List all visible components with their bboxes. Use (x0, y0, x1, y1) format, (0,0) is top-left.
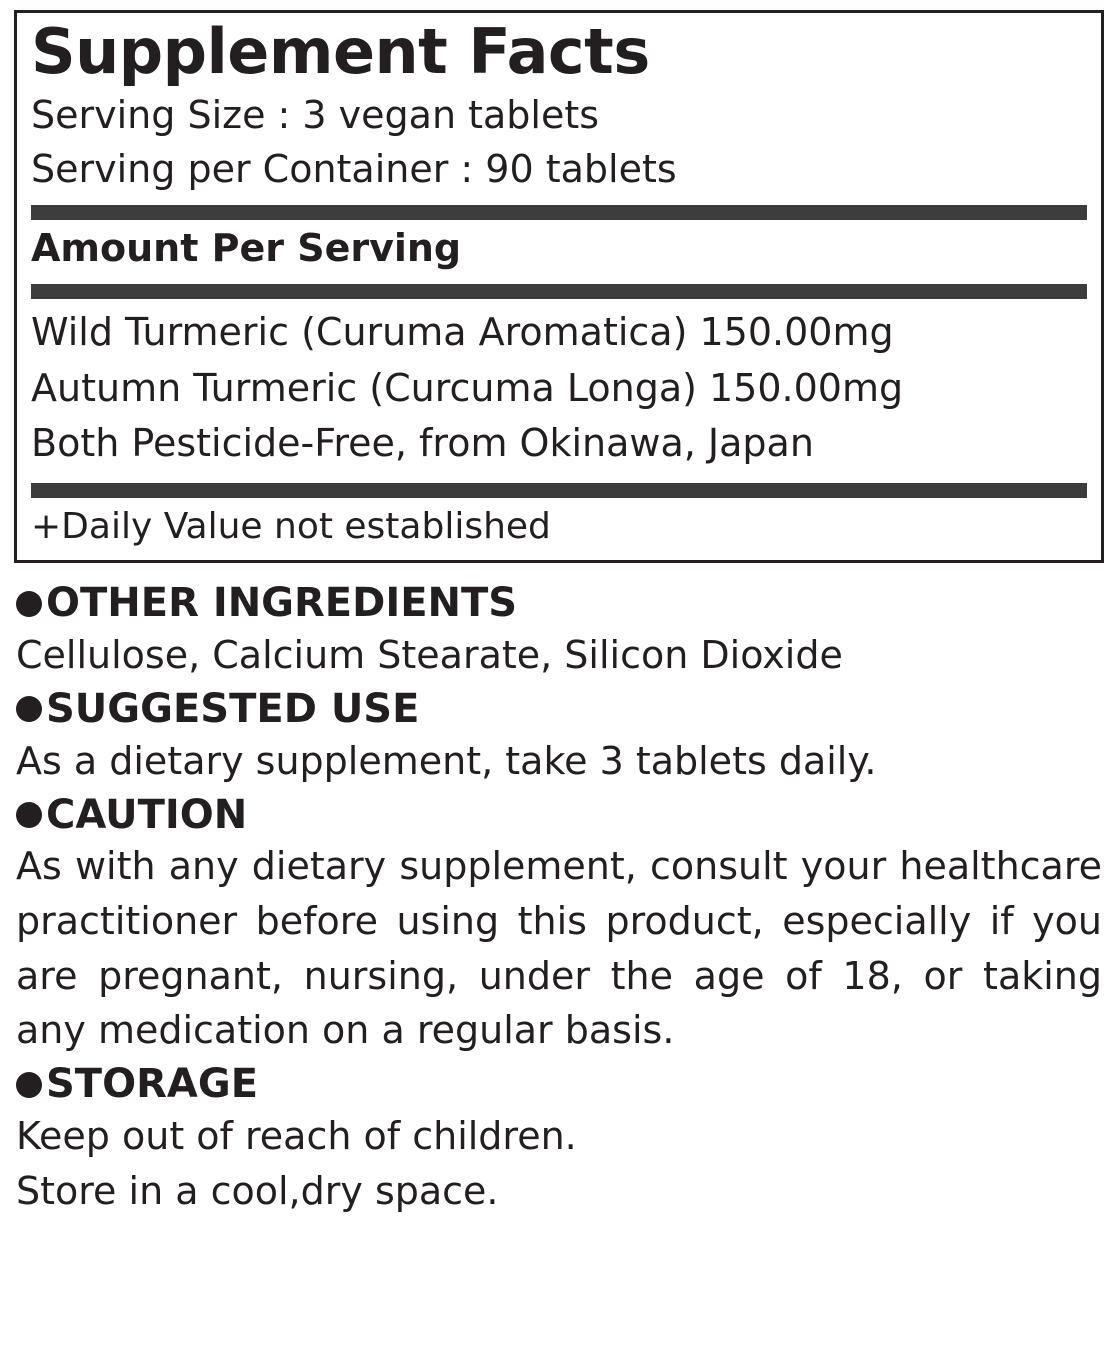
section-heading-label: STORAGE (46, 1061, 259, 1108)
ingredient-row: Wild Turmeric (Curuma Aromatica) 150.00mg (31, 310, 894, 355)
section-body-suggested-use: As a dietary supplement, take 3 tablets daily. (16, 738, 877, 783)
section-body-caution: As with any dietary supplement, consult your healthcare practitioner before using this product, especially if you are pregnant, nursing, under the age of 18, or taking any medication on a regular basis. (16, 844, 1102, 1053)
section-heading-suggested-use (16, 685, 1102, 734)
label-sections (14, 569, 1104, 1218)
daily-value-note: +Daily Value not established (31, 505, 551, 547)
section-heading-label: CAUTION (46, 791, 248, 838)
ingredient-row: Autumn Turmeric (Curcuma Longa) 150.00mg (31, 365, 904, 410)
serving-per-container-line: Serving per Container : 90 tablets (31, 146, 677, 191)
divider-thick-middle (31, 284, 1087, 299)
section-heading-label: OTHER INGREDIENTS (46, 580, 518, 627)
section-heading-label: SUGGESTED USE (46, 686, 420, 732)
bullet-dot-icon (16, 1072, 42, 1098)
section-heading-storage (16, 1060, 1102, 1109)
section-heading-caution (16, 791, 1102, 840)
supplement-facts-panel (14, 10, 1104, 563)
divider-thick-bottom (31, 483, 1087, 498)
storage-line-2: Store in a cool,dry space. (16, 1168, 499, 1213)
page-title: Supplement Facts (31, 15, 650, 88)
serving-size-line: Serving Size : 3 vegan tablets (31, 93, 600, 137)
ingredient-list (31, 299, 1087, 474)
bullet-dot-icon (16, 696, 42, 722)
amount-per-serving-label: Amount Per Serving (31, 225, 462, 270)
section-body-storage (16, 1109, 1102, 1218)
section-body-other-ingredients: Cellulose, Calcium Stearate, Silicon Dioxide (16, 633, 843, 678)
divider-thick-top (31, 205, 1087, 220)
section-heading-other-ingredients (16, 579, 1102, 628)
ingredient-row: Both Pesticide-Free, from Okinawa, Japan (31, 420, 814, 465)
bullet-dot-icon (16, 591, 42, 617)
storage-line-1: Keep out of reach of children. (16, 1113, 577, 1158)
bullet-dot-icon (16, 802, 42, 828)
